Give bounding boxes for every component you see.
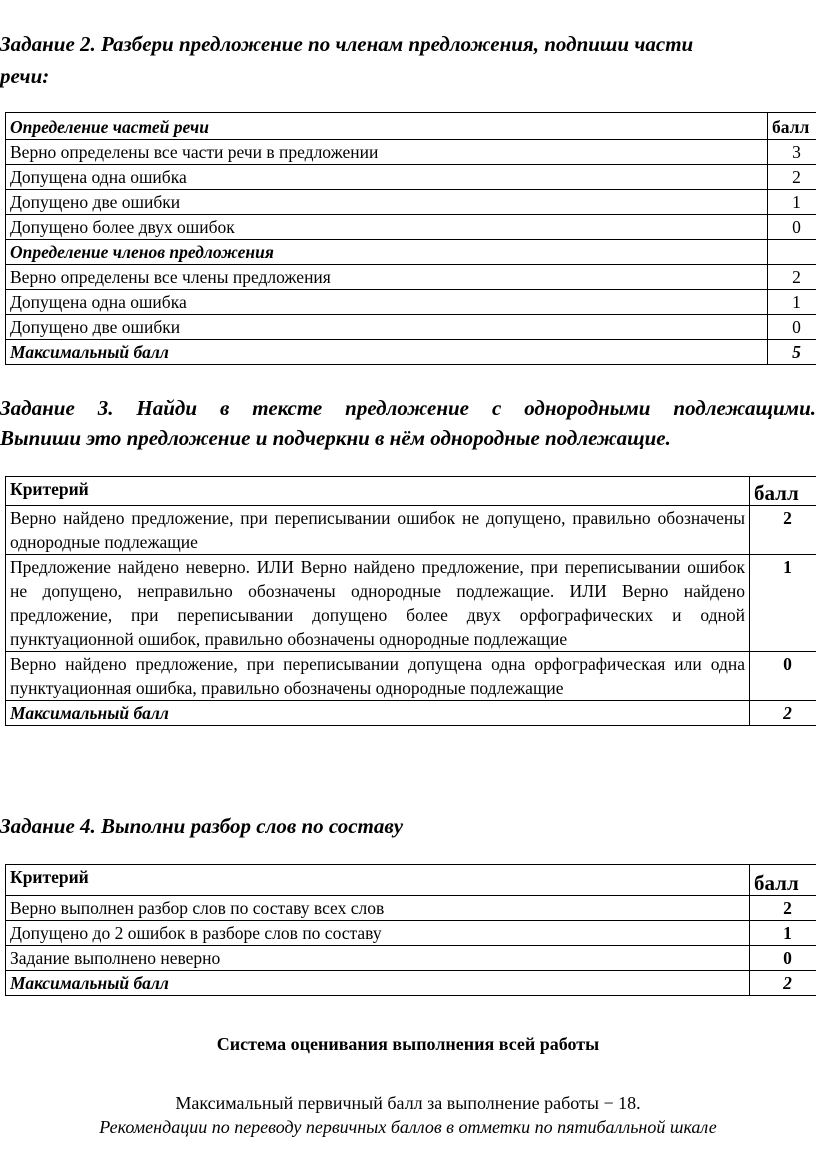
- task3-title-line1: Задание 3. Найди в тексте предложение с однородными подлежащими.: [0, 396, 816, 420]
- criterion-cell: Допущена одна ошибка: [6, 165, 768, 190]
- max-score-value: 2: [750, 701, 816, 726]
- score-cell: 1: [750, 921, 816, 946]
- criterion-cell: Верно выполнен разбор слов по составу всех слов: [6, 896, 750, 921]
- max-score-row: [6, 340, 816, 365]
- score-cell: 2: [768, 165, 816, 190]
- table-row: [6, 190, 816, 215]
- task2-title-line1: Задание 2. Разбери предложение по членам предложения, подпиши части: [0, 32, 694, 56]
- table-row: [6, 315, 816, 340]
- score-cell: 0: [750, 946, 816, 971]
- max-score-label: Максимальный балл: [6, 971, 750, 996]
- criterion-cell: Допущено две ошибки: [6, 190, 768, 215]
- score-cell: 2: [750, 506, 816, 555]
- criterion-cell: Верно определены все части речи в предложении: [6, 140, 768, 165]
- recommendations-text: Рекомендации по переводу первичных баллов в отметки по пятибалльной шкале: [99, 1117, 717, 1137]
- header-score: балл: [750, 477, 816, 506]
- score-cell: 0: [768, 215, 816, 240]
- task4-title: Задание 4. Выполни разбор слов по составу: [0, 814, 404, 838]
- task2-title-line2: речи:: [0, 64, 50, 88]
- table-row: [6, 265, 816, 290]
- header-criterion: Критерий: [6, 477, 750, 506]
- task3-table: [5, 476, 816, 726]
- criterion-cell: Допущено более двух ошибок: [6, 215, 768, 240]
- max-score-value: 2: [750, 971, 816, 996]
- criterion-cell: Задание выполнено неверно: [6, 946, 750, 971]
- criterion-cell: Верно найдено предложение, при переписывании ошибок не допущено, правильно обозначены однородные подлежащие: [6, 506, 750, 555]
- table-row: [6, 896, 816, 921]
- section-header-row: [6, 240, 816, 265]
- score-cell: 1: [750, 555, 816, 652]
- score-cell: 2: [750, 896, 816, 921]
- table-row: [6, 921, 816, 946]
- table-row: [6, 140, 816, 165]
- section-header: Определение членов предложения: [6, 240, 768, 265]
- table-header-row: [6, 865, 816, 896]
- header-criterion: Определение частей речи: [6, 113, 768, 140]
- assessment-heading: Система оценивания выполнения всей работы: [216, 1034, 600, 1054]
- table-row: [6, 652, 816, 701]
- max-score-row: [6, 971, 816, 996]
- task2-table: [5, 112, 816, 365]
- score-cell: 3: [768, 140, 816, 165]
- table-header-row: [6, 113, 816, 140]
- table-row: [6, 290, 816, 315]
- table-row: [6, 165, 816, 190]
- score-cell: 2: [768, 265, 816, 290]
- task4-table: [5, 864, 816, 996]
- max-score-row: [6, 701, 816, 726]
- table-header-row: [6, 477, 816, 506]
- criterion-cell: Допущена одна ошибка: [6, 290, 768, 315]
- header-score: балл: [750, 865, 816, 896]
- criterion-cell: Допущено до 2 ошибок в разборе слов по составу: [6, 921, 750, 946]
- max-score-value: 5: [768, 340, 816, 365]
- table-row: [6, 555, 816, 652]
- criterion-cell: Допущено две ошибки: [6, 315, 768, 340]
- criterion-cell: Верно найдено предложение, при переписывании допущена одна орфографическая или одна пунктуационная ошибка, правильно обозначены однородные подлежащие: [6, 652, 750, 701]
- header-score: балл: [768, 113, 816, 140]
- table-row: [6, 946, 816, 971]
- max-score-label: Максимальный балл: [6, 340, 768, 365]
- empty-cell: [768, 240, 816, 265]
- score-cell: 0: [750, 652, 816, 701]
- criterion-cell: Предложение найдено неверно. ИЛИ Верно найдено предложение, при переписывании ошибок не допущено, неправильно обозначены однородные подлежащие. ИЛИ Верно найдено предложение, при переписывании допущено более двух орфографических и одной пунктуационной ошибок, правильно обозначены однородные подлежащие: [6, 555, 750, 652]
- table-row: [6, 506, 816, 555]
- score-cell: 1: [768, 290, 816, 315]
- max-primary-score-text: Максимальный первичный балл за выполнение работы − 18.: [175, 1093, 641, 1113]
- max-score-label: Максимальный балл: [6, 701, 750, 726]
- header-criterion: Критерий: [6, 865, 750, 896]
- score-cell: 0: [768, 315, 816, 340]
- score-cell: 1: [768, 190, 816, 215]
- table-row: [6, 215, 816, 240]
- task3-title-line2: Выпиши это предложение и подчеркни в нём однородные подлежащие.: [0, 426, 671, 450]
- criterion-cell: Верно определены все члены предложения: [6, 265, 768, 290]
